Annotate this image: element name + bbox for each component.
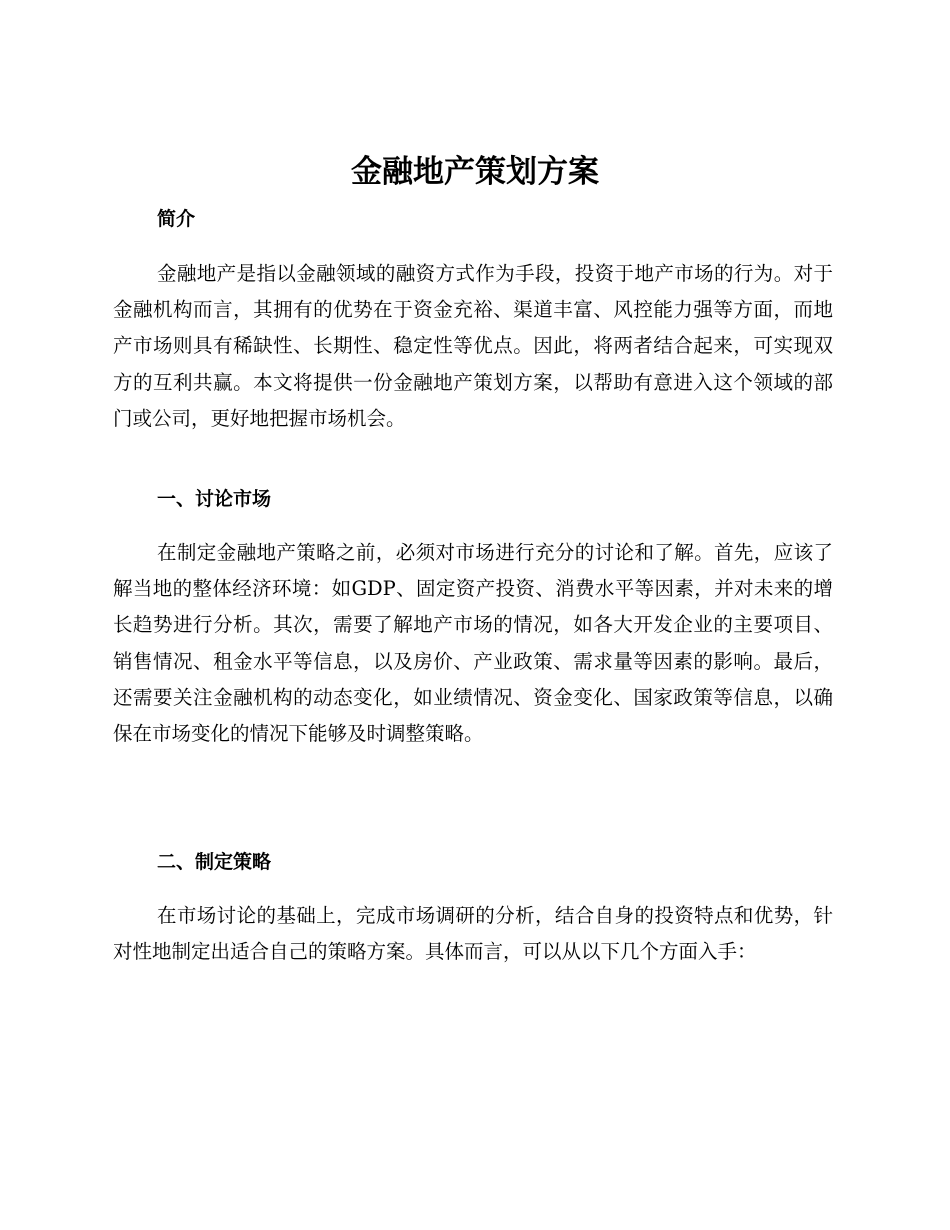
section-heading-market: 一、讨论市场 (157, 488, 272, 510)
section-paragraph-market: 在制定金融地产策略之前，必须对市场进行充分的讨论和了解。首先，应该了解当地的整体经济环境：如GDP、固定资产投资、消费水平等因素，并对未来的增长趋势进行分析。其次，需要了解地产市场的情况，如各大开发企业的主要项目、销售情况、租金水平等信息，以及房价、产业政策、需求量等因素的影响。最后，还需要关注金融机构的动态变化，如业绩情况、资金变化、国家政策等信息，以确保在市场变化的情况下能够及时调整策略。 (113, 541, 833, 746)
section-heading-intro: 简介 (157, 208, 196, 230)
section-paragraph-intro: 金融地产是指以金融领域的融资方式作为手段，投资于地产市场的行为。对于金融机构而言，其拥有的优势在于资金充裕、渠道丰富、风控能力强等方面，而地产市场则具有稀缺性、长期性、稳定性等优点。因此，将两者结合起来，可实现双方的互利共赢。本文将提供一份金融地产策划方案，以帮助有意进入这个领域的部门或公司，更好地把握市场机会。 (113, 262, 833, 430)
section-heading-strategy: 二、制定策略 (157, 851, 272, 873)
document-title: 金融地产策划方案 (351, 154, 599, 190)
section-paragraph-strategy: 在市场讨论的基础上，完成市场调研的分析，结合自身的投资特点和优势，针对性地制定出适合自己的策略方案。具体而言，可以从以下几个方面入手： (113, 904, 833, 964)
